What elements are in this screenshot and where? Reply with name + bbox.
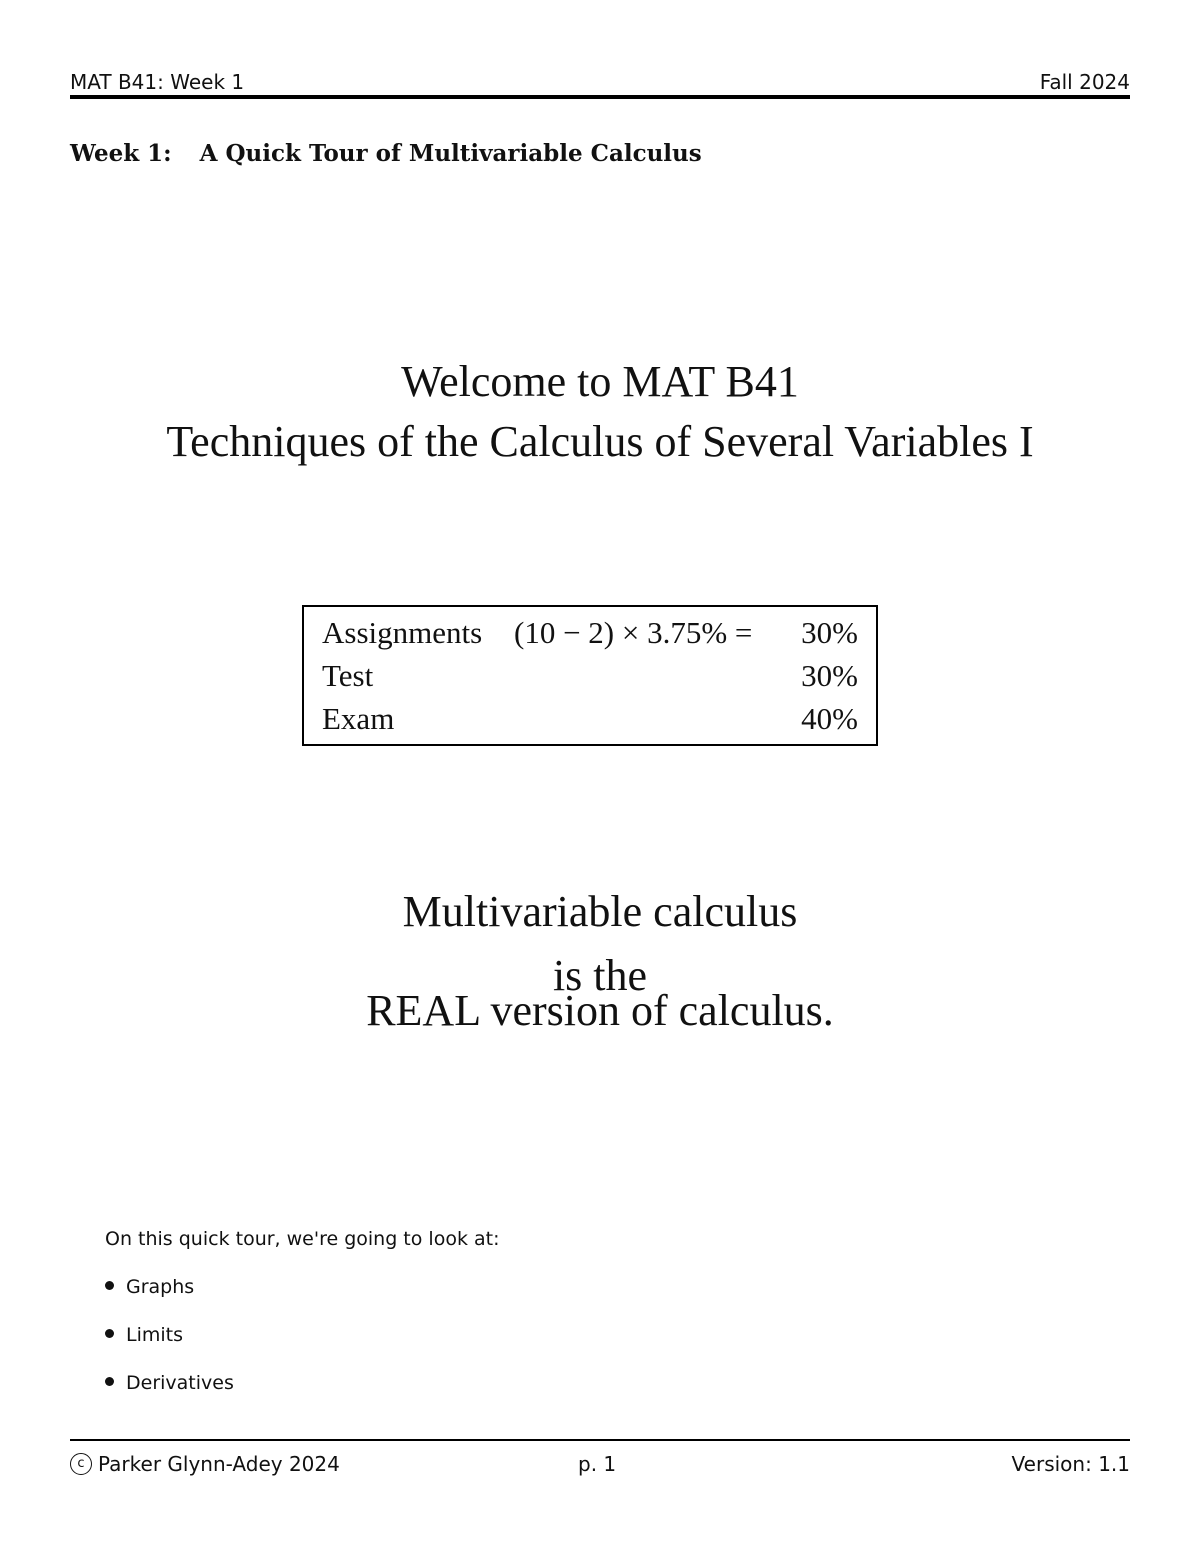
welcome-line-2: Techniques of the Calculus of Several Variables I xyxy=(166,417,1034,466)
tour-item-label: Graphs xyxy=(126,1276,195,1298)
grading-label: Test xyxy=(322,658,374,693)
copyright-icon: c xyxy=(70,1453,92,1475)
grading-value: 30% xyxy=(801,615,858,650)
grading-value: 40% xyxy=(801,701,858,736)
week-title xyxy=(70,140,702,167)
footer-author: Parker Glynn-Adey 2024 xyxy=(98,1452,340,1476)
header-term: Fall 2024 xyxy=(1039,70,1130,94)
grading-row-exam xyxy=(322,701,858,743)
grading-label: Assignments xyxy=(322,615,483,650)
tagline-line-1: Multivariable calculus xyxy=(402,887,798,936)
grading-row-test xyxy=(322,658,858,700)
header-course-week: MAT B41: Week 1 xyxy=(70,70,245,94)
tour-item-label: Limits xyxy=(126,1324,183,1346)
tagline-line-3: REAL version of calculus. xyxy=(366,986,834,1035)
grading-row-assignments xyxy=(322,615,858,657)
welcome-block xyxy=(0,352,1200,472)
tour-item xyxy=(105,1324,183,1346)
grading-formula: (10 − 2) × 3.75% = xyxy=(514,615,753,650)
grading-value: 30% xyxy=(801,658,858,693)
footer-version: Version: 1.1 xyxy=(1011,1452,1130,1476)
welcome-line-1: Welcome to MAT B41 xyxy=(401,357,799,406)
header-rule xyxy=(70,95,1130,99)
footer-copyright xyxy=(70,1452,340,1477)
bullet-icon xyxy=(105,1281,114,1290)
tour-item-label: Derivatives xyxy=(126,1372,234,1394)
footer-rule xyxy=(70,1439,1130,1441)
tour-item xyxy=(105,1276,194,1298)
grading-label: Exam xyxy=(322,701,395,736)
grading-table xyxy=(302,605,878,746)
week-title-label: Week 1: xyxy=(70,140,172,167)
bullet-icon xyxy=(105,1329,114,1338)
tour-item xyxy=(105,1372,234,1394)
footer-page-number: p. 1 xyxy=(578,1452,617,1476)
tagline-line-2: is the xyxy=(552,951,648,1000)
week-title-text: A Quick Tour of Multivariable Calculus xyxy=(199,140,702,167)
tour-intro: On this quick tour, we're going to look at: xyxy=(105,1228,500,1250)
bullet-icon xyxy=(105,1377,114,1386)
